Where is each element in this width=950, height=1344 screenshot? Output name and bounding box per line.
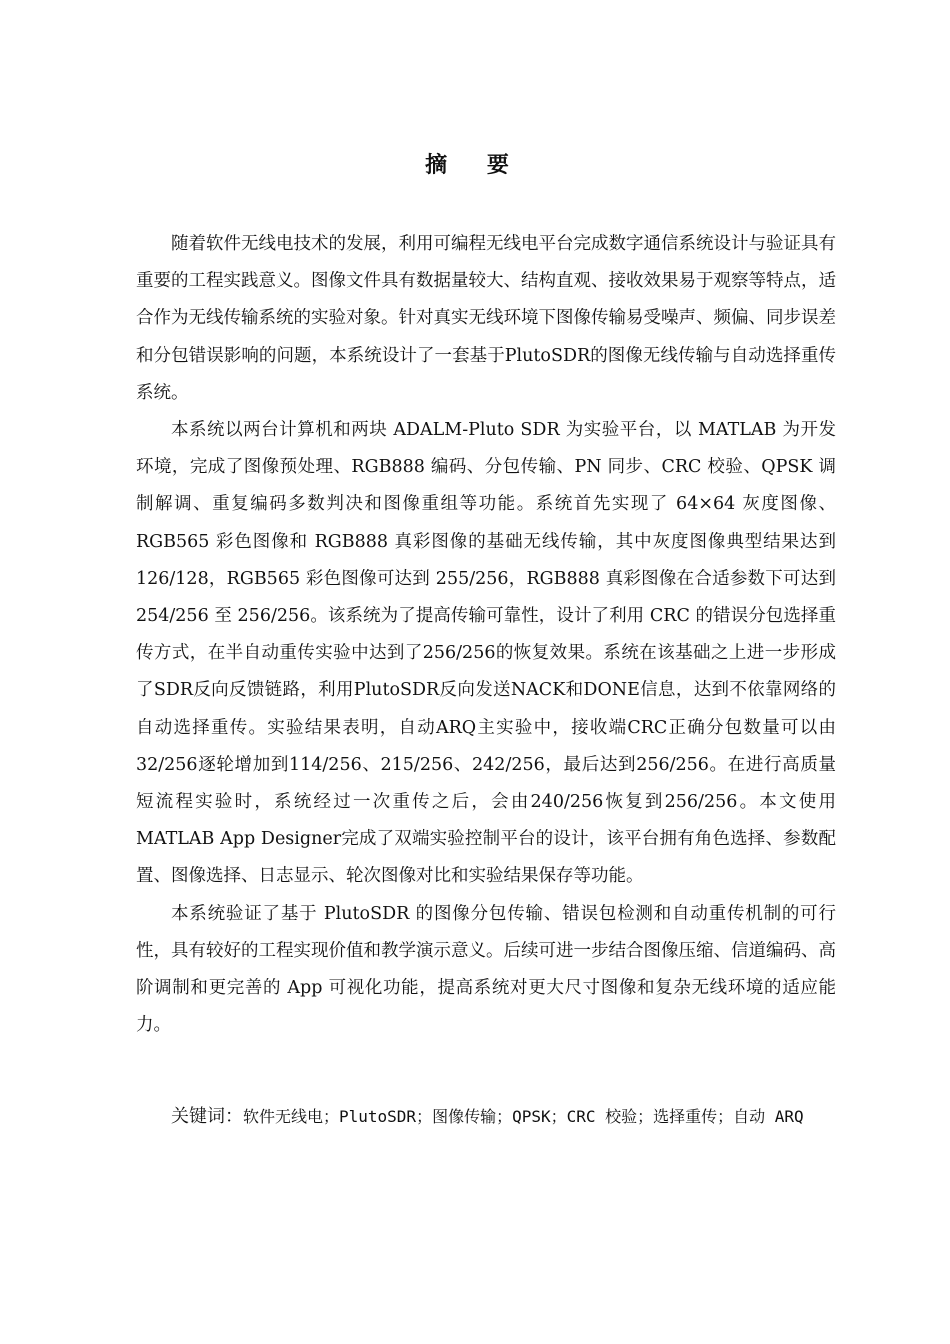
abstract-paragraph-1: 随着软件无线电技术的发展，利用可编程无线电平台完成数字通信系统设计与验证具有重要的工程实践意义。图像文件具有数据量较大、结构直观、接收效果易于观察等特点，适合作为无线传输系统的实验对象。针对真实无线环境下图像传输易受噪声、频偏、同步误差和分包错误影响的问题，本系统设计了一套基于PlutoSDR的图像无线传输与自动选择重传系统。 [136, 234, 836, 403]
abstract-title: 摘 要 [425, 153, 525, 178]
abstract-paragraph-3: 本系统验证了基于 PlutoSDR 的图像分包传输、错误包检测和自动重传机制的可行性，具有较好的工程实现价值和教学演示意义。后续可进一步结合图像压缩、信道编码、高阶调制和更完善的 App 可视化功能，提高系统对更大尺寸图像和复杂无线环境的适应能力。 [136, 903, 836, 1036]
keywords-list: 软件无线电；PlutoSDR；图像传输；QPSK；CRC 校验；选择重传；自动 ARQ [243, 1107, 804, 1126]
keywords-line [136, 1092, 836, 1142]
abstract-body [136, 226, 836, 1044]
abstract-paragraph-2: 本系统以两台计算机和两块 ADALM-Pluto SDR 为实验平台，以 MATLAB 为开发环境，完成了图像预处理、RGB888 编码、分包传输、PN 同步、CRC 校验、QPSK 调制解调、重复编码多数判决和图像重组等功能。系统首先实现了 64×64 灰度图像、RGB565 彩色图像和 RGB888 真彩图像的基础无线传输，其中灰度图像典型结果达到 126/128，RGB565 彩色图像可达到 255/256，RGB888 真彩图像在合适参数下可达到 254/256 至 256/256。该系统为了提高传输可靠性，设计了利用 CRC 的错误分包选择重传方式，在半自动重传实验中达到了256/256的恢复效果。系统在该基础之上进一步形成了SDR反向反馈链路，利用PlutoSDR反向发送NACK和DONE信息，达到不依靠网络的自动选择重传。实验结果表明，自动ARQ主实验中，接收端CRC正确分包数量可以由32/256逐轮增加到114/256、215/256、242/256，最后达到256/256。在进行高质量短流程实验时，系统经过一次重传之后，会由240/256恢复到256/256。本文使用MATLAB App Designer完成了双端实验控制平台的设计，该平台拥有角色选择、参数配置、图像选择、日志显示、轮次图像对比和实验结果保存等功能。 [136, 420, 836, 887]
keywords-label: 关键词： [171, 1106, 243, 1127]
